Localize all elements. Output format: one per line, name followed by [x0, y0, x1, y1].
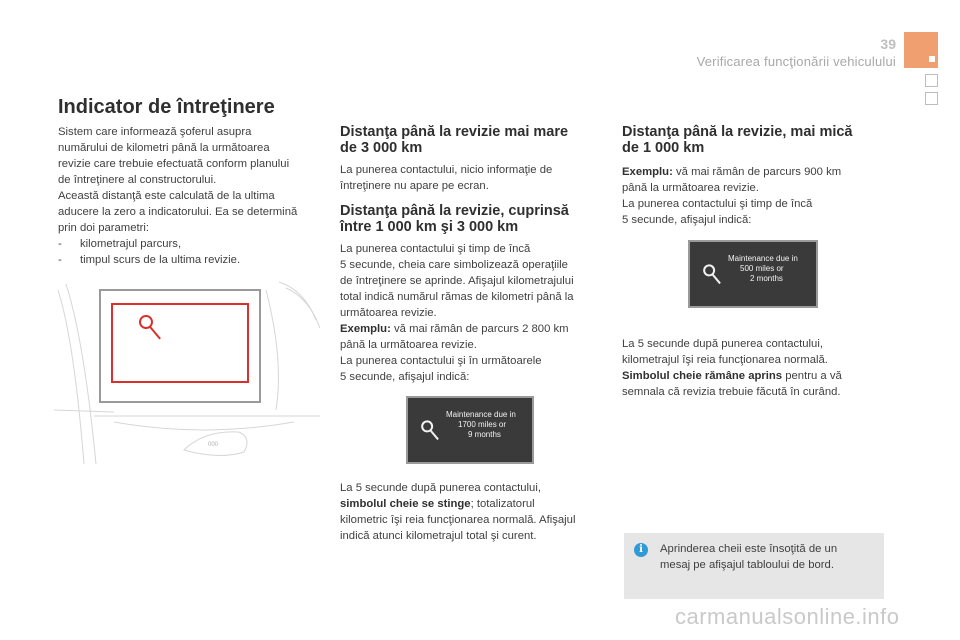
paragraph-between-1000-3000	[340, 241, 602, 385]
message-line: Maintenance due in	[728, 254, 798, 263]
text-line: La 5 secunde după punerea contactului,	[340, 482, 541, 494]
wrench-icon	[418, 418, 444, 444]
message-line: 500 miles or	[740, 264, 784, 273]
bold-text: Simbolul cheie rămâne aprins	[622, 370, 783, 382]
list-text: timpul scurs de la ultima revizie.	[80, 254, 241, 266]
example-line	[340, 321, 602, 337]
intro-line: numărului de kilometri până la următoarea	[58, 142, 270, 154]
note-text	[660, 541, 876, 573]
heading-line: Distanţa până la revizie mai mare	[340, 124, 569, 140]
intro-line: Sistem care informează şoferul asupra	[58, 126, 252, 138]
paragraph-after-display-2	[622, 336, 884, 400]
intro-line: prin doi parametri:	[58, 222, 150, 234]
heading-line: Distanţa până la revizie, cuprinsă	[340, 203, 569, 219]
heading-line: de 3 000 km	[340, 140, 423, 156]
example-text: vă mai rămân de parcurs 900 km	[672, 166, 842, 178]
paragraph-less-than-1000	[622, 164, 884, 228]
text-line: de întreţinere se aprinde. Afişajul kilometrajului	[340, 275, 574, 287]
dashboard-screen	[100, 290, 260, 402]
text-line: La punerea contactului, nicio informaţie de	[340, 164, 553, 176]
text-span: ; totalizatorul	[470, 498, 535, 510]
list-item	[58, 252, 328, 268]
intro-line: de întreţinere al constructorului.	[58, 174, 217, 186]
list-dash: -	[58, 238, 62, 250]
text-line: kilometrajul îşi reia funcţionarea normală.	[622, 354, 828, 366]
text-line: 5 secunde, afişajul indică:	[622, 214, 752, 226]
text-line: La punerea contactului şi în următoarele	[340, 355, 542, 367]
text-line: întreţinere nu apare pe ecran.	[340, 180, 489, 192]
tab-marker	[929, 56, 935, 62]
text-line: La 5 secunde după punerea contactului,	[622, 338, 823, 350]
text-line	[340, 496, 605, 512]
intro-line: Această distanţă este calculată de la ultima	[58, 190, 275, 202]
text-line: La punerea contactului şi timp de încă	[340, 243, 531, 255]
watermark: carmanualsonline.info	[675, 604, 900, 629]
info-note	[624, 533, 884, 599]
page-title: Indicator de întreţinere	[58, 96, 275, 118]
message-line: 2 months	[750, 274, 783, 283]
intro-line: revizie care trebuie efectuată conform planului	[58, 158, 290, 170]
text-line: până la următoarea revizie.	[340, 339, 477, 351]
list-dash: -	[58, 254, 62, 266]
chapter-tab-inactive[interactable]	[925, 92, 938, 105]
text-line: următoarea revizie.	[340, 307, 437, 319]
example-text: vă mai rămân de parcurs 2 800 km	[390, 323, 569, 335]
maintenance-message	[446, 410, 536, 440]
chapter-tab-inactive[interactable]	[925, 74, 938, 87]
paragraph-after-display-1	[340, 480, 605, 544]
maintenance-message	[728, 254, 818, 284]
text-line: 5 secunde, afişajul indică:	[340, 371, 470, 383]
intro-line: aducere la zero a indicatorului. Ea se determină	[58, 206, 298, 218]
text-line: indică atunci kilometrajul total şi curent.	[340, 530, 537, 542]
text-line: Aprinderea cheii este însoţită de un	[660, 543, 838, 555]
example-label: Exemplu:	[340, 323, 391, 335]
dashboard-illustration	[54, 280, 320, 464]
message-line: 1700 miles or	[458, 420, 507, 429]
paragraph-more-than-3000	[340, 162, 602, 194]
text-line: mesaj pe afişajul tabloului de bord.	[660, 559, 834, 571]
heading-more-than-3000	[340, 124, 602, 156]
text-span: pentru a vă	[782, 370, 842, 382]
text-line: 5 secunde, cheia care simbolizează operaţiile	[340, 259, 568, 271]
heading-line: Distanţa până la revizie, mai mică	[622, 124, 853, 140]
maintenance-display-1700	[406, 396, 534, 464]
message-line: 9 months	[468, 430, 501, 439]
example-line	[622, 164, 884, 180]
maintenance-display-500	[688, 240, 818, 308]
bold-text: simbolul cheie se stinge	[340, 498, 471, 510]
odometer-label: 000	[208, 442, 219, 448]
heading-line: între 1 000 km şi 3 000 km	[340, 219, 519, 235]
chapter-tab[interactable]	[904, 32, 938, 68]
text-line: până la următoarea revizie.	[622, 182, 759, 194]
message-line: Maintenance due in	[446, 410, 516, 419]
heading-line: de 1 000 km	[622, 140, 705, 156]
list-text: kilometrajul parcurs,	[80, 238, 182, 250]
wrench-icon	[700, 262, 726, 288]
text-line: semnala că revizia trebuie făcută în curând.	[622, 386, 841, 398]
intro-paragraph	[58, 124, 328, 268]
list-item	[58, 236, 328, 252]
text-line: total indică numărul rămas de kilometri până la	[340, 291, 574, 303]
page-number: 39	[880, 36, 896, 52]
section-title: Verificarea funcţionării vehiculului	[696, 54, 896, 69]
heading-less-than-1000	[622, 124, 884, 156]
text-line: kilometric îşi reia funcţionarea normală. Afişajul	[340, 514, 576, 526]
text-line: La punerea contactului şi timp de încă	[622, 198, 813, 210]
example-label: Exemplu:	[622, 166, 673, 178]
text-line	[622, 368, 884, 384]
heading-between-1000-3000	[340, 203, 602, 235]
info-icon: i	[634, 543, 648, 557]
